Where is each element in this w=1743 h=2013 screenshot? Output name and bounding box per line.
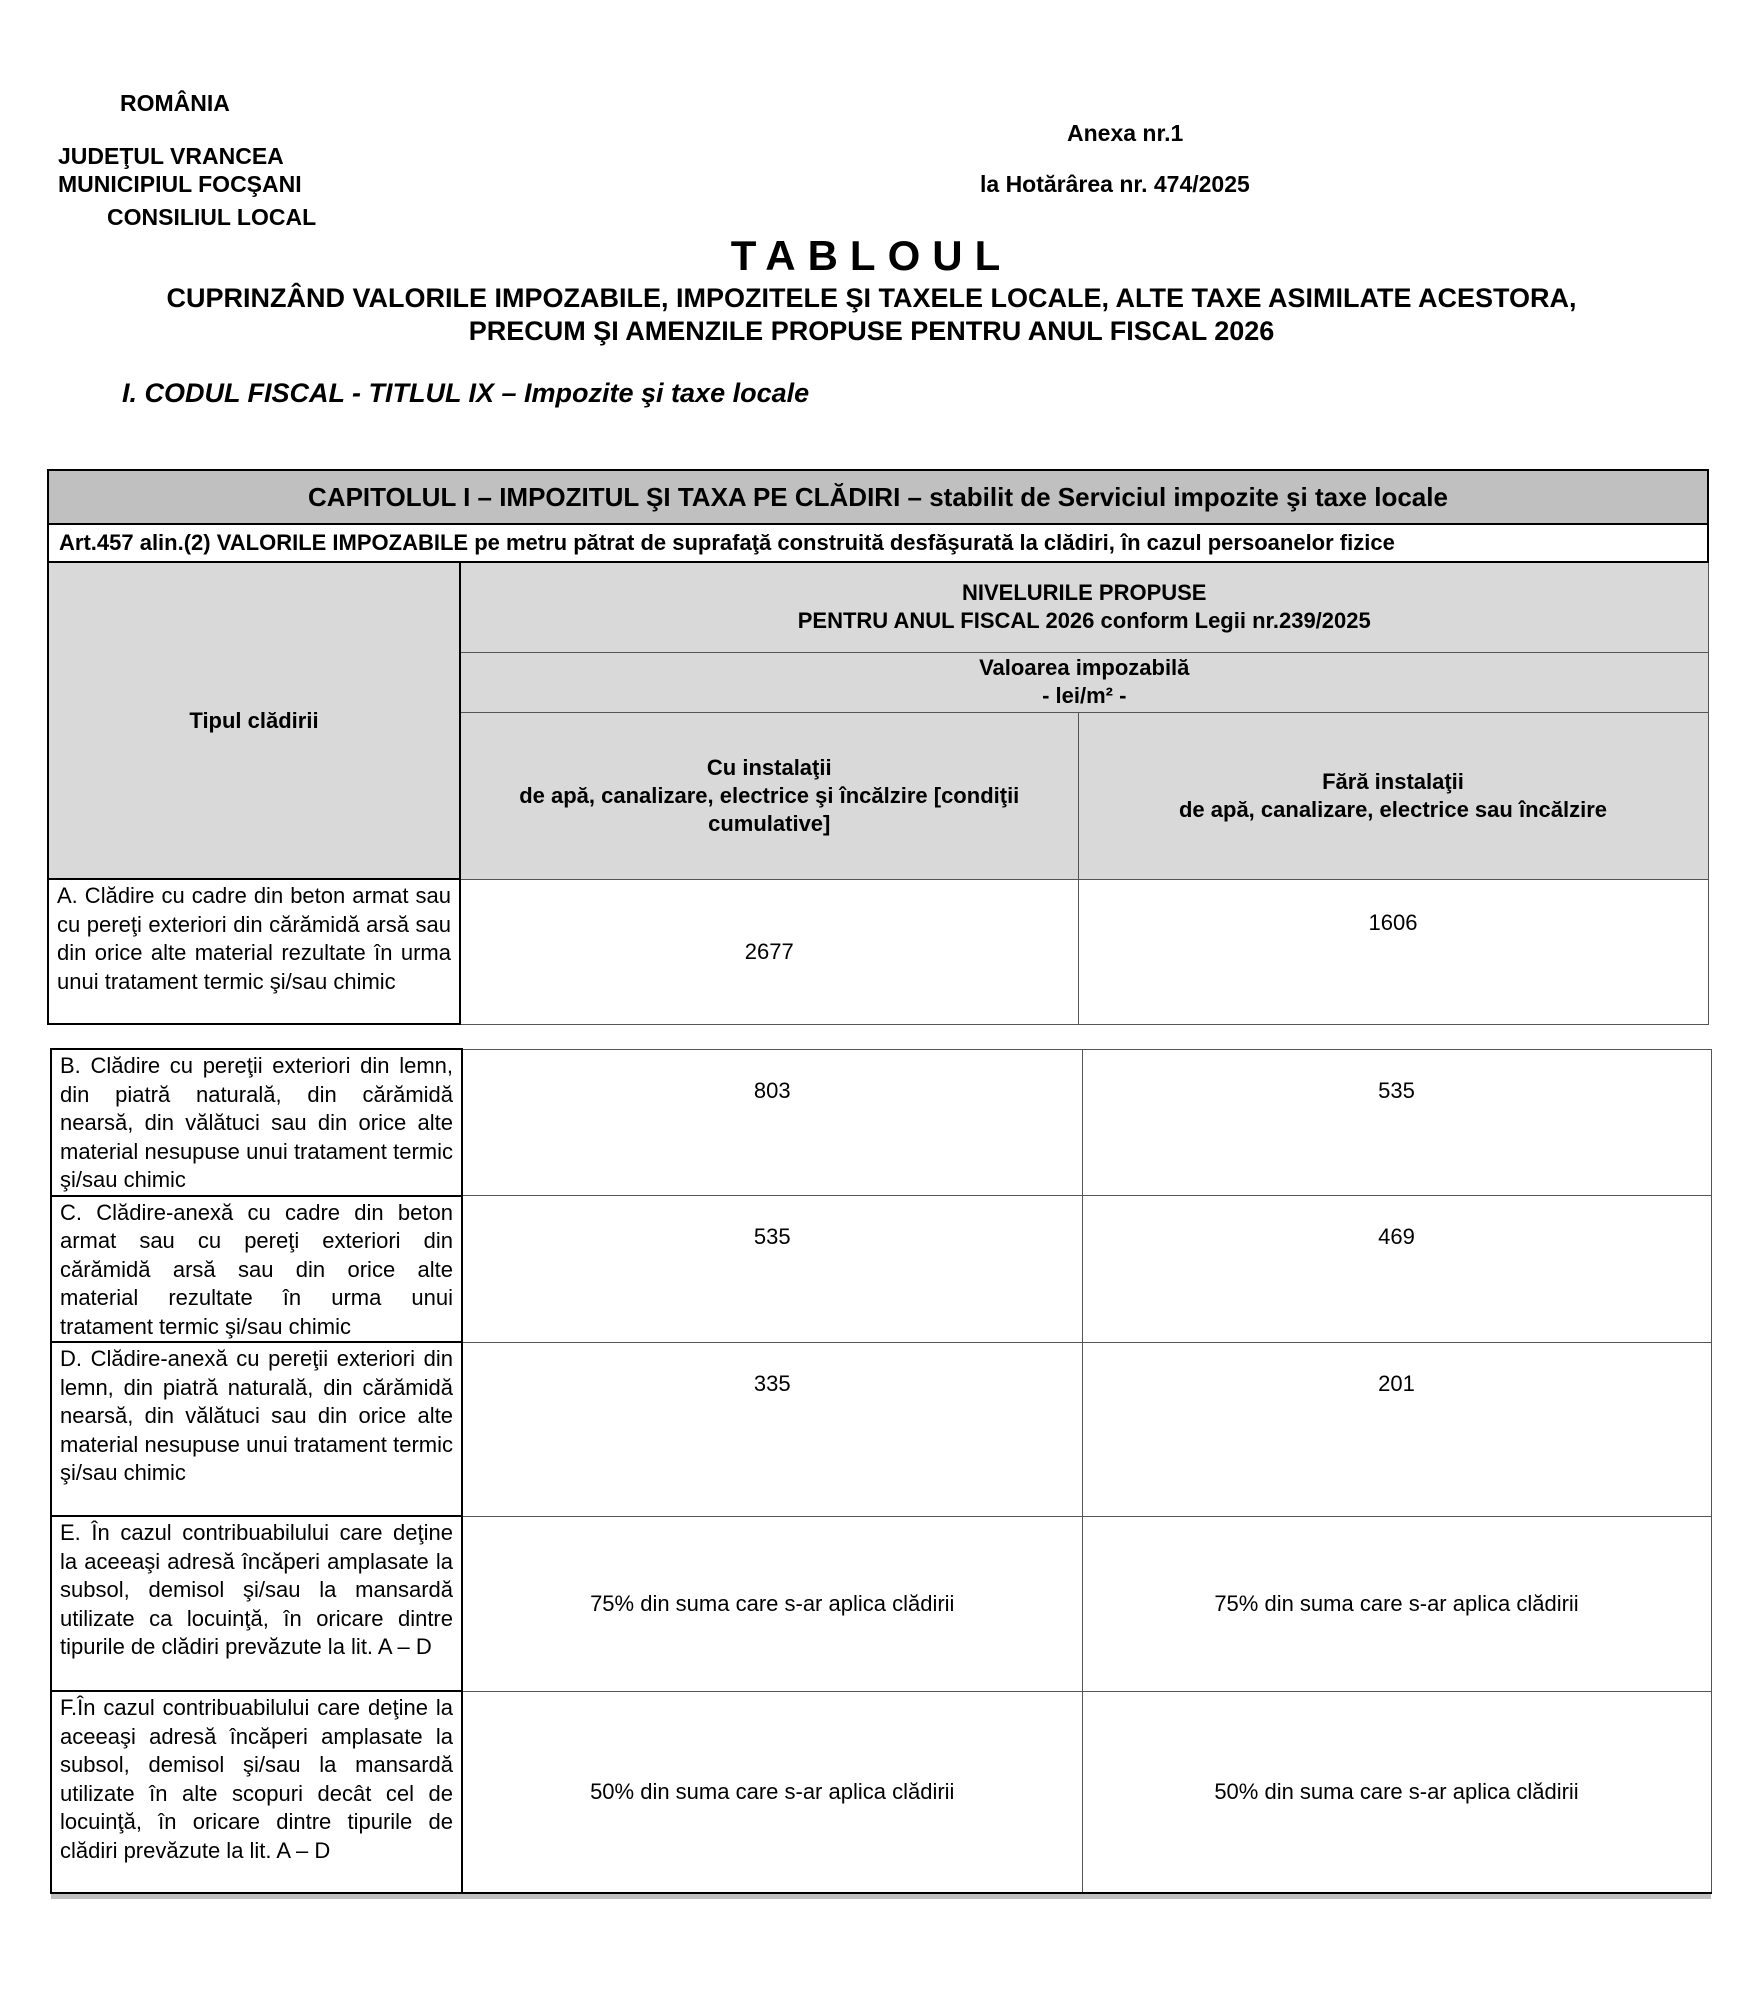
- decision-label: la Hotărârea nr. 474/2025: [980, 171, 1250, 197]
- row-e-description: E. În cazul contribuabilului care deţine la aceeaşi adresă încăperi amplasate la subsol, demisol şi/sau la mansardă utilizate ca locuinţă, în oricare dintre tipurile de clădiri prevăzute la lit. A – D: [51, 1516, 462, 1691]
- table-row: [51, 1342, 1711, 1516]
- taxable-value-header: [460, 652, 1708, 712]
- taxable-value-line-1: Valoarea impozabilă: [979, 655, 1190, 680]
- proposed-levels-line-2: PENTRU ANUL FISCAL 2026 conform Legii nr.239/2025: [797, 608, 1371, 634]
- taxable-value-unit: - lei/m² -: [1042, 683, 1127, 708]
- row-d-description: D. Clădire-anexă cu pereţii exteriori din lemn, din piatră naturală, din cărămidă nearsă, din vălătuci sau din orice alte material nesupuse unui tratament termic şi/sau chimic: [51, 1342, 462, 1516]
- row-f-description: F.În cazul contribuabilului care deţine la aceeaşi adresă încăperi amplasate la subsol, demisol şi/sau la mansardă utilizate în alte scopuri decât cel de locuinţă, în oricare dintre tipurile de clădiri prevăzute la lit. A – D: [51, 1691, 462, 1893]
- subtitle-line-2: PRECUM ŞI AMENZILE PROPUSE PENTRU ANUL FISCAL 2026: [468, 316, 1275, 346]
- table-row: [51, 1691, 1711, 1893]
- council-label: CONSILIUL LOCAL: [107, 204, 317, 230]
- with-installations-header: [460, 712, 1078, 879]
- article-heading: Art.457 alin.(2) VALORILE IMPOZABILE pe metru pătrat de suprafaţă construită desfăşurată la clădiri, în cazul persoanelor fizice: [48, 524, 1708, 562]
- subtitle-line-1: CUPRINZÂND VALORILE IMPOZABILE, IMPOZITELE ŞI TAXELE LOCALE, ALTE TAXE ASIMILATE ACESTORA,: [166, 283, 1577, 313]
- row-d-with-installations: 335: [462, 1342, 1082, 1516]
- row-b-without-installations: 535: [1082, 1049, 1711, 1196]
- section-title: I. CODUL FISCAL - TITLUL IX – Impozite şi taxe locale: [122, 378, 810, 408]
- row-d-without-installations: 201: [1082, 1342, 1711, 1516]
- document-title: TABLOUL: [730, 232, 1013, 279]
- table-row: [51, 1516, 1711, 1691]
- row-e-without-installations: 75% din suma care s-ar aplica clădirii: [1082, 1516, 1711, 1691]
- without-installations-line-2: de apă, canalizare, electrice sau încălzire: [1178, 796, 1607, 822]
- table-row: [51, 1196, 1711, 1343]
- row-e-with-installations: 75% din suma care s-ar aplica clădirii: [462, 1516, 1082, 1691]
- row-b-with-installations: 803: [462, 1049, 1082, 1196]
- tax-table-part-2: [50, 1048, 1712, 1899]
- chapter-heading: CAPITOLUL I – IMPOZITUL ŞI TAXA PE CLĂDIRI – stabilit de Serviciul impozite şi taxe locale: [48, 470, 1708, 524]
- table-bottom-bar: [51, 1893, 1711, 1899]
- row-a-without-installations: 1606: [1078, 879, 1708, 1024]
- row-c-without-installations: 469: [1082, 1196, 1711, 1343]
- row-a-description: A. Clădire cu cadre din beton armat sau cu pereţi exteriori din cărămidă arsă sau din orice alte material rezultate în urma unui tratament termic şi/sau chimic: [48, 879, 460, 1024]
- table-row: [48, 879, 1708, 1024]
- row-a-with-installations: 2677: [460, 879, 1078, 1024]
- county-label: JUDEŢUL VRANCEA: [58, 143, 284, 169]
- annex-label: Anexa nr.1: [1067, 120, 1184, 146]
- row-b-description: B. Clădire cu pereţii exteriori din lemn, din piatră naturală, din cărămidă nearsă, din vălătuci sau din orice alte material nesupuse unui tratament termic şi/sau chimic: [51, 1049, 462, 1196]
- document-subtitle: [0, 282, 1743, 348]
- without-installations-line-1: Fără instalaţii: [1322, 768, 1464, 794]
- proposed-levels-header: [460, 562, 1708, 652]
- row-f-without-installations: 50% din suma care s-ar aplica clădirii: [1082, 1691, 1711, 1893]
- proposed-levels-line-1: NIVELURILE PROPUSE: [962, 580, 1207, 606]
- municipality-label: MUNICIPIUL FOCŞANI: [58, 171, 302, 197]
- country-label: ROMÂNIA: [120, 90, 230, 116]
- row-c-with-installations: 535: [462, 1196, 1082, 1343]
- row-c-description: C. Clădire-anexă cu cadre din beton armat sau cu pereţi exteriori din cărămidă arsă sau din orice alte material rezultate în urma unui tratament termic şi/sau chimic: [51, 1196, 462, 1343]
- table-row: [51, 1049, 1711, 1196]
- with-installations-line-1: Cu instalaţii: [706, 754, 832, 780]
- bottom-divider: [51, 1893, 1711, 1899]
- row-f-with-installations: 50% din suma care s-ar aplica clădirii: [462, 1691, 1082, 1893]
- tax-table-part-1: [47, 469, 1709, 1025]
- without-installations-header: [1078, 712, 1708, 879]
- with-installations-line-2: de apă, canalizare, electrice şi încălzire [condiţii cumulative]: [519, 782, 1020, 836]
- building-type-header: Tipul clădirii: [48, 562, 460, 879]
